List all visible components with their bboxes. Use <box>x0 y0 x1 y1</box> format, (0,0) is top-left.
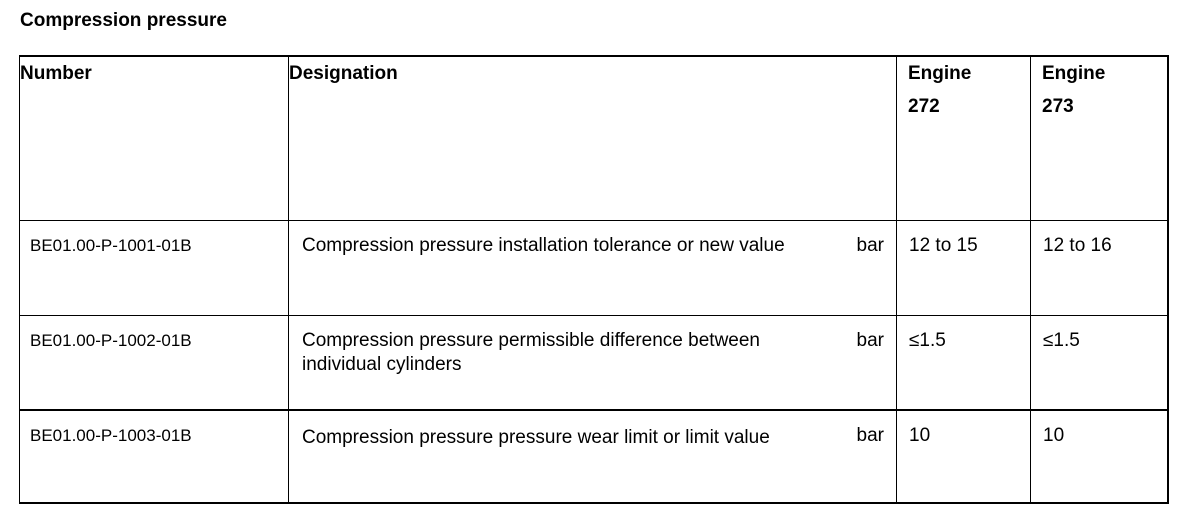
header-engine-273-number: 273 <box>1042 96 1074 117</box>
header-number: Number <box>20 56 289 220</box>
row-engine-273-value: ≤1.5 <box>1031 315 1168 410</box>
row-engine-272-value: 10 <box>897 410 1031 503</box>
header-engine-273-label: Engine <box>1042 63 1106 84</box>
row-number: BE01.00-P-1002-01B <box>20 315 289 410</box>
row-designation-cell <box>289 220 897 315</box>
row-designation-cell <box>289 410 897 503</box>
compression-pressure-table <box>19 55 1169 504</box>
table-row <box>20 410 1168 503</box>
row-number: BE01.00-P-1003-01B <box>20 410 289 503</box>
section-title: Compression pressure <box>20 10 227 31</box>
header-designation: Designation <box>289 56 897 220</box>
row-designation-cell <box>289 315 897 410</box>
header-engine-272 <box>897 56 1031 220</box>
row-designation: Compression pressure permissible difference between individual cylinders <box>302 329 760 375</box>
header-engine-272-label: Engine <box>908 63 972 84</box>
row-designation: Compression pressure installation tolerance or new value <box>302 234 785 256</box>
row-unit: bar <box>856 425 884 446</box>
header-engine-272-number: 272 <box>908 96 940 117</box>
row-number: BE01.00-P-1001-01B <box>20 220 289 315</box>
row-unit: bar <box>856 329 884 351</box>
row-engine-272-value: 12 to 15 <box>897 220 1031 315</box>
table-row <box>20 315 1168 410</box>
row-engine-273-value: 12 to 16 <box>1031 220 1168 315</box>
row-designation: Compression pressure pressure wear limit or limit value <box>302 427 770 448</box>
row-unit: bar <box>856 234 884 256</box>
table-row <box>20 220 1168 315</box>
row-engine-273-value: 10 <box>1031 410 1168 503</box>
table-header-row <box>20 56 1168 220</box>
header-engine-273 <box>1031 56 1168 220</box>
row-engine-272-value: ≤1.5 <box>897 315 1031 410</box>
